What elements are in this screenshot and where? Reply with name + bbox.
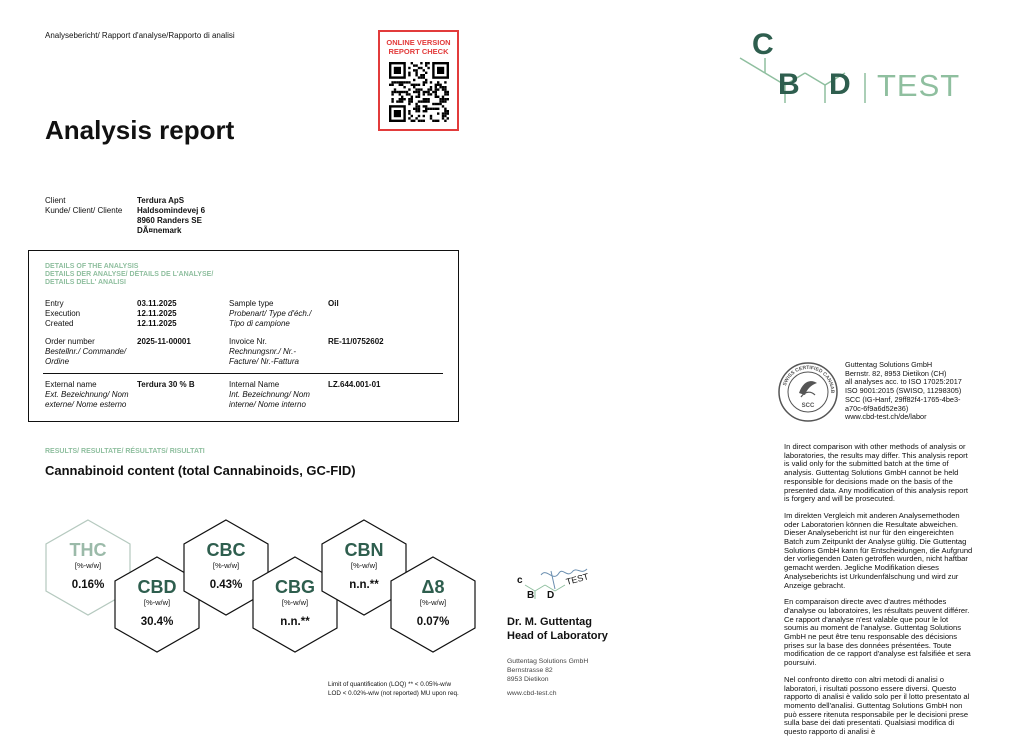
cannabinoid-unit: [%-w/w] bbox=[281, 598, 309, 607]
sample-type-sub2: Tipo di campione bbox=[229, 319, 290, 328]
seal-scc-text: SCC bbox=[801, 403, 815, 409]
cannabinoid-name: CBD bbox=[137, 577, 177, 597]
internal-name-sub2: interne/ Nome interno bbox=[229, 400, 306, 409]
accr-line4: ISO 9001:2015 (SWISO, 11298305) bbox=[845, 386, 962, 396]
svg-text:B: B bbox=[527, 590, 535, 601]
signature-image bbox=[507, 565, 602, 607]
cannabinoid-name: Δ8 bbox=[421, 577, 445, 597]
accreditation-info bbox=[845, 361, 962, 422]
qr-report-check[interactable] bbox=[378, 30, 459, 131]
invoice-value: RE-11/0752602 bbox=[328, 337, 384, 346]
cannabinoid-unit: [%-w/w] bbox=[419, 598, 447, 607]
invoice-sub1: Rechnungsnr./ Nr.- bbox=[229, 347, 296, 356]
qr-code-icon bbox=[389, 62, 449, 122]
external-name-label: External name bbox=[45, 380, 97, 389]
disclaimer bbox=[784, 442, 974, 737]
cannabinoid-unit: [%-w/w] bbox=[143, 598, 171, 607]
swiss-certified-cannabis-seal bbox=[777, 361, 839, 423]
client-label: Client bbox=[45, 196, 66, 205]
execution-value: 12.11.2025 bbox=[137, 309, 177, 318]
seal-ring-text: SWISS CERTIFIED CANNAB bbox=[781, 364, 836, 394]
cannabinoid-value: n.n.** bbox=[280, 616, 310, 628]
cbd-test-logo bbox=[735, 28, 965, 118]
cannabinoid-value: n.n.** bbox=[349, 579, 379, 591]
accr-line3: all analyses acc. to ISO 17025:2017 bbox=[845, 377, 962, 387]
cannabinoid-name: THC bbox=[69, 540, 107, 560]
details-heading-it: DETAILS DELL' ANALISI bbox=[45, 279, 126, 286]
order-sub2: Ordine bbox=[45, 357, 70, 366]
cannabinoid-value: 0.43% bbox=[209, 579, 243, 591]
external-name-value: Terdura 30 % B bbox=[137, 380, 195, 389]
logo-letter-d: D bbox=[829, 68, 851, 101]
internal-name-label: Internal Name bbox=[229, 380, 280, 389]
hexagon-6 bbox=[390, 556, 476, 653]
external-name-sub1: Ext. Bezeichnung/ Nom bbox=[45, 390, 129, 399]
internal-name-value: LZ.644.001-01 bbox=[328, 380, 381, 389]
order-value: 2025-11-00001 bbox=[137, 337, 191, 346]
accr-line7[interactable]: www.cbd-test.ch/de/labor bbox=[845, 412, 927, 422]
cannabinoid-unit: [%-w/w] bbox=[350, 561, 378, 570]
logo-letter-c: C bbox=[752, 28, 774, 61]
disclaimer-fr: En comparaison directe avec d'autres méthodes d'analyse ou laboratoires, les résultats peuvent différer. Ce rapport d'analyse n'est valable que pour le lot soumis au moment de l'analyse. Guttentag Solutions GmbH ne peut être tenu responsable des décisions prises sur la base des données présentées. Toute modification de ce rapport d'analyse est falsifiée et sera poursuivi. bbox=[784, 597, 971, 668]
svg-text:c: c bbox=[517, 575, 523, 586]
order-label: Order number bbox=[45, 337, 95, 346]
loq-note: Limit of quantification (LOQ) ** < 0.05%-w/w bbox=[328, 681, 452, 688]
invoice-label: Invoice Nr. bbox=[229, 337, 267, 346]
signatory-name: Dr. M. Guttentag bbox=[507, 616, 592, 628]
lod-note: LOD < 0.02%-w/w (not reported) MU upon req. bbox=[328, 690, 459, 697]
created-label: Created bbox=[45, 319, 74, 328]
cannabinoid-value: 0.07% bbox=[416, 616, 450, 628]
company-city: 8953 Dietikon bbox=[507, 676, 549, 683]
created-value: 12.11.2025 bbox=[137, 319, 177, 328]
cannabinoid-value: 30.4% bbox=[140, 616, 174, 628]
company-name: Guttentag Solutions GmbH bbox=[507, 658, 589, 665]
entry-value: 03.11.2025 bbox=[137, 299, 177, 308]
cannabinoid-unit: [%-w/w] bbox=[74, 561, 102, 570]
cannabinoid-name: CBN bbox=[344, 540, 384, 560]
internal-name-sub1: Int. Bezeichnung/ Nom bbox=[229, 390, 310, 399]
client-city: 8960 Randers SE bbox=[137, 216, 202, 225]
order-sub1: Bestellnr./ Commande/ bbox=[45, 347, 127, 356]
sample-type-sub1: Probenart/ Type d'éch./ bbox=[229, 309, 312, 318]
cannabinoid-unit: [%-w/w] bbox=[212, 561, 240, 570]
execution-label: Execution bbox=[45, 309, 81, 318]
client-name: Terdura ApS bbox=[137, 196, 185, 205]
sample-type-value: Oil bbox=[328, 299, 339, 308]
invoice-sub2: Facture/ Nr.-Fattura bbox=[229, 357, 299, 366]
report-type-label: Analysebericht/ Rapport d'analyse/Rapporto di analisi bbox=[45, 31, 235, 40]
accr-line5: SCC (IG-Hanf, 29ff82f4-1765-4be3- bbox=[845, 394, 961, 404]
qr-label-line2: REPORT CHECK bbox=[388, 47, 449, 56]
disclaimer-en: In direct comparison with other methods of analysis or laboratories, the results may differ. This analysis report is valid only for the submitted batch at the time of analysis. Guttentag Solutions GmbH cannot be held responsible for decisions made on the basis of the presented data. Any modification of this analysis report is forgery and will be prosecuted. bbox=[784, 442, 969, 504]
accr-line1: Guttentag Solutions GmbH bbox=[845, 360, 933, 369]
company-street: Bernstrasse 82 bbox=[507, 667, 553, 674]
disclaimer-it: Nel confronto diretto con altri metodi di analisi o laboratori, i risultati possono essere diversi. Questo rapporto di analisi è valido solo per il lotto presentato al momento dell'analisi. Guttentag Solutions GmbH non può essere ritenuta responsabile per le decisioni prese sulla base dei dati presentati. Qualsiasi modifica di questo rapporto di analisi è bbox=[784, 674, 970, 737]
details-divider bbox=[43, 373, 443, 374]
cannabinoid-name: CBC bbox=[206, 540, 246, 560]
cannabinoid-value: 0.16% bbox=[71, 579, 105, 591]
svg-text:D: D bbox=[547, 590, 555, 601]
results-title: Cannabinoid content (total Cannabinoids, GC-FID) bbox=[45, 463, 356, 478]
external-name-sub2: externe/ Nome esterno bbox=[45, 400, 127, 409]
client-country: DÃ¤nemark bbox=[137, 226, 182, 235]
logo-letter-b: B bbox=[778, 68, 800, 101]
entry-label: Entry bbox=[45, 299, 64, 308]
cannabinoid-name: CBG bbox=[275, 577, 315, 597]
company-website[interactable]: www.cbd-test.ch bbox=[507, 690, 557, 697]
results-heading: RESULTS/ RESULTATE/ RÉSULTATS/ RISULTATI bbox=[45, 448, 205, 455]
client-street: Haldsomindevej 6 bbox=[137, 206, 206, 215]
details-heading-de-fr: DETAILS DER ANALYSE/ DÉTAILS DE L'ANALYSE/ bbox=[45, 271, 214, 278]
logo-word-test: TEST bbox=[877, 68, 961, 103]
accr-line2: Bernstr. 82, 8953 Dietikon (CH) bbox=[845, 368, 947, 378]
sample-type-label: Sample type bbox=[229, 299, 274, 308]
signatory-role: Head of Laboratory bbox=[507, 630, 608, 642]
client-label-multilang: Kunde/ Client/ Cliente bbox=[45, 206, 123, 215]
page-title: Analysis report bbox=[45, 115, 235, 145]
accr-line6: a70c-6f9a6d52e36) bbox=[845, 403, 909, 413]
disclaimer-de: Im direkten Vergleich mit anderen Analysemethoden oder Laboratorien können die Resultate abweichen. Dieser Analysebericht ist nur für den eingereichten Batch zum Zeitpunkt der Analyse gültig. Die Guttentag Solutions GmbH kann für Entscheidungen, die Aufgrund der vorliegenden Daten getroffen wurden, nicht haftbar gemacht werden. Jegliche Modifikation dieses Analyseberichts ist Urkundenfälschung und wird zur Anzeige gebracht. bbox=[784, 510, 973, 590]
qr-label-line1: ONLINE VERSION bbox=[386, 38, 451, 47]
svg-text:TEST: TEST bbox=[564, 571, 590, 587]
details-heading-en: DETAILS OF THE ANALYSIS bbox=[45, 263, 139, 270]
